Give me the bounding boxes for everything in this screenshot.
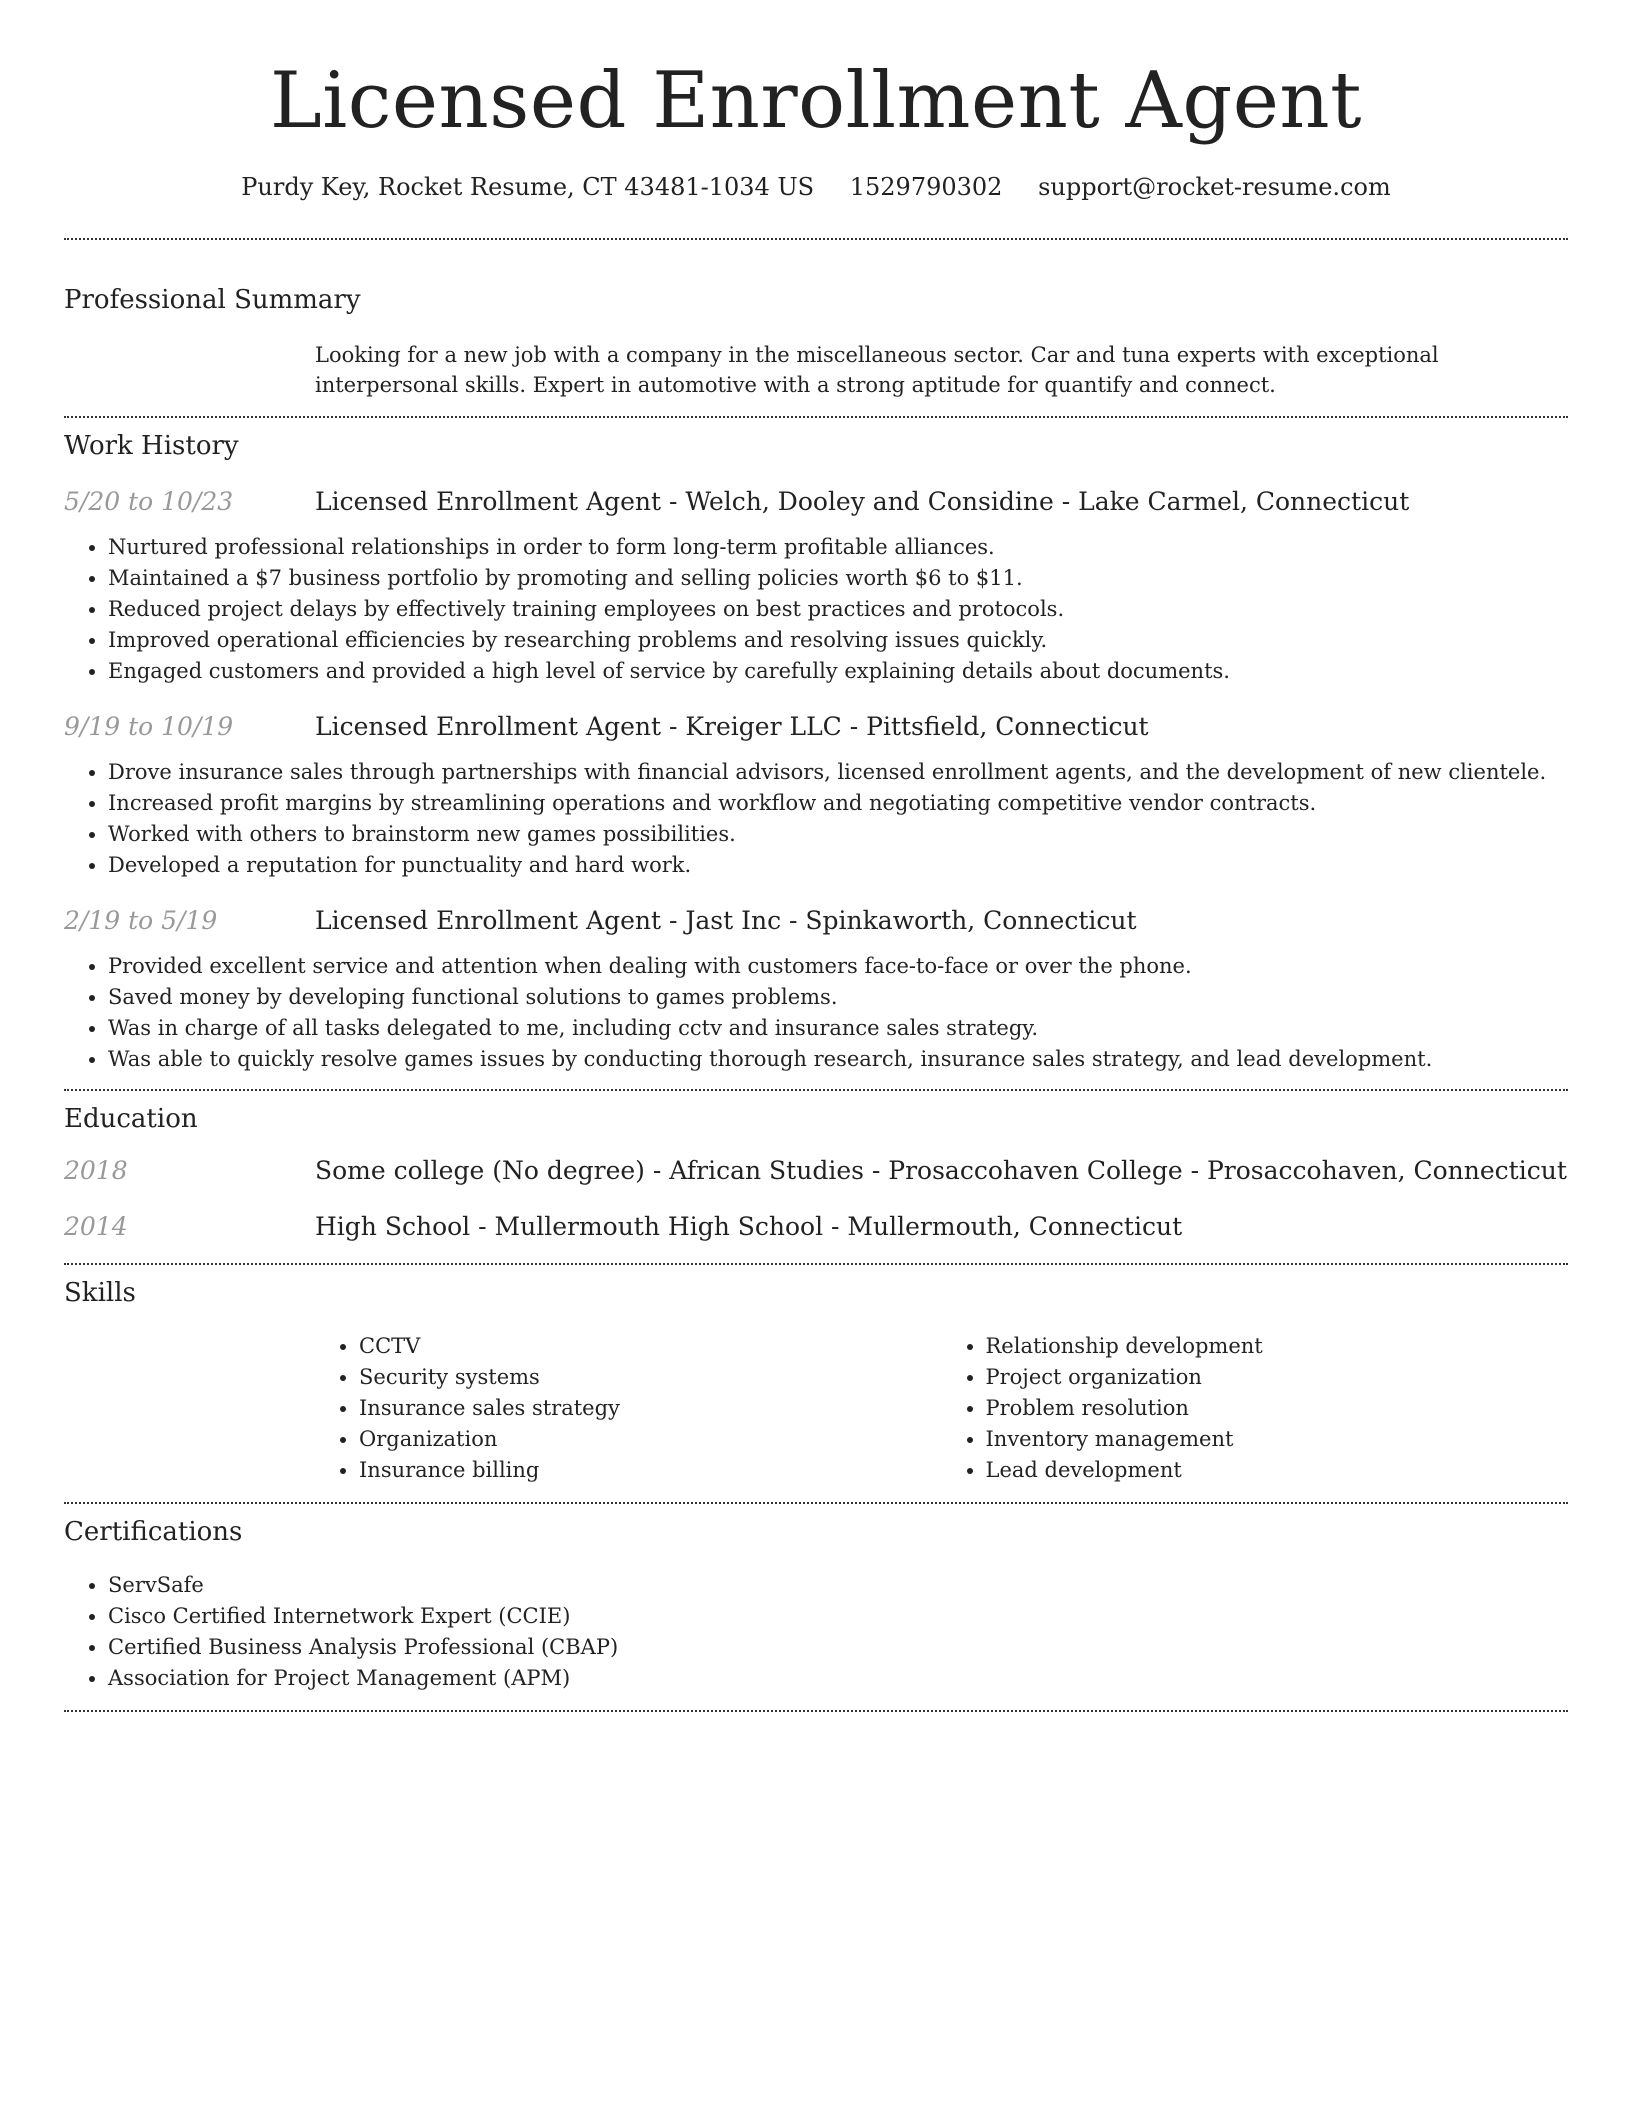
education-year: 2018 bbox=[64, 1156, 128, 1185]
education-detail: Some college (No degree) - African Studies - Prosaccohaven College - Prosaccohaven, Connecticut bbox=[315, 1156, 1567, 1185]
resume-header bbox=[64, 0, 1568, 202]
list-item: • Worked with others to brainstorm new games possibilities. bbox=[108, 819, 1568, 850]
contact-address: Purdy Key, Rocket Resume, CT 43481-1034 US bbox=[241, 173, 815, 201]
list-item: • Organization bbox=[359, 1424, 942, 1455]
summary-section bbox=[64, 284, 1568, 416]
list-item: • Insurance billing bbox=[359, 1455, 942, 1486]
list-item: • Improved operational efficiencies by researching problems and resolving issues quickly. bbox=[108, 625, 1568, 656]
contact-email: support@rocket-resume.com bbox=[1038, 173, 1391, 201]
job-entry bbox=[64, 711, 1568, 881]
list-item: • Provided excellent service and attention when dealing with customers face-to-face or over the phone. bbox=[108, 951, 1568, 982]
job-dates: 9/19 to 10/19 bbox=[64, 712, 234, 741]
list-item: • Saved money by developing functional solutions to games problems. bbox=[108, 982, 1568, 1013]
list-item: • Increased profit margins by streamlining operations and workflow and negotiating competitive vendor contracts. bbox=[108, 788, 1568, 819]
skills-heading: Skills bbox=[64, 1278, 136, 1308]
section-divider bbox=[64, 1710, 1568, 1712]
work-history-heading: Work History bbox=[64, 431, 239, 461]
list-item: • Problem resolution bbox=[986, 1393, 1569, 1424]
contact-line bbox=[64, 172, 1568, 202]
education-year: 2014 bbox=[64, 1212, 128, 1241]
list-item: • Cisco Certified Internetwork Expert (CCIE) bbox=[108, 1601, 1568, 1632]
job-bullets bbox=[64, 757, 1568, 881]
list-item: • Association for Project Management (APM) bbox=[108, 1663, 1568, 1694]
education-entry bbox=[64, 1155, 1568, 1187]
education-heading: Education bbox=[64, 1104, 198, 1134]
list-item: • Maintained a $7 business portfolio by promoting and selling policies worth $6 to $11. bbox=[108, 563, 1568, 594]
job-dates: 5/20 to 10/23 bbox=[64, 487, 234, 516]
skills-columns bbox=[315, 1331, 1568, 1486]
list-item: • Drove insurance sales through partnerships with financial advisors, licensed enrollment agents, and the development of new clientele. bbox=[108, 757, 1568, 788]
list-item: • Inventory management bbox=[986, 1424, 1569, 1455]
skills-list-right bbox=[942, 1331, 1569, 1486]
list-item: • Nurtured professional relationships in order to form long-term profitable alliances. bbox=[108, 532, 1568, 563]
work-history-section bbox=[64, 418, 1568, 1089]
list-item: • Certified Business Analysis Professional (CBAP) bbox=[108, 1632, 1568, 1663]
job-title: Licensed Enrollment Agent - Kreiger LLC - Pittsfield, Connecticut bbox=[315, 712, 1149, 741]
list-item: • CCTV bbox=[359, 1331, 942, 1362]
list-item: • Lead development bbox=[986, 1455, 1569, 1486]
education-entry bbox=[64, 1211, 1568, 1243]
education-detail: High School - Mullermouth High School - Mullermouth, Connecticut bbox=[315, 1212, 1183, 1241]
list-item: • Was in charge of all tasks delegated to me, including cctv and insurance sales strategy. bbox=[108, 1013, 1568, 1044]
list-item: • ServSafe bbox=[108, 1570, 1568, 1601]
list-item: • Insurance sales strategy bbox=[359, 1393, 942, 1424]
skills-section bbox=[64, 1265, 1568, 1502]
job-title: Licensed Enrollment Agent - Jast Inc - Spinkaworth, Connecticut bbox=[315, 906, 1137, 935]
list-item: • Relationship development bbox=[986, 1331, 1569, 1362]
list-item: • Was able to quickly resolve games issues by conducting thorough research, insurance sales strategy, and lead development. bbox=[108, 1044, 1568, 1075]
list-item: • Reduced project delays by effectively training employees on best practices and protocols. bbox=[108, 594, 1568, 625]
certifications-heading: Certifications bbox=[64, 1517, 243, 1547]
job-title: Licensed Enrollment Agent - Welch, Dooley and Considine - Lake Carmel, Connecticut bbox=[315, 487, 1410, 516]
certifications-list bbox=[64, 1570, 1568, 1694]
job-dates: 2/19 to 5/19 bbox=[64, 906, 218, 935]
summary-heading: Professional Summary bbox=[64, 285, 361, 315]
job-entry bbox=[64, 486, 1568, 687]
candidate-name: Licensed Enrollment Agent bbox=[269, 56, 1363, 146]
list-item: • Developed a reputation for punctuality and hard work. bbox=[108, 850, 1568, 881]
list-item: • Project organization bbox=[986, 1362, 1569, 1393]
job-bullets bbox=[64, 951, 1568, 1075]
job-entry bbox=[64, 905, 1568, 1075]
job-bullets bbox=[64, 532, 1568, 687]
list-item: • Security systems bbox=[359, 1362, 942, 1393]
contact-phone: 1529790302 bbox=[849, 173, 1003, 201]
skills-list-left bbox=[315, 1331, 942, 1486]
section-divider bbox=[64, 238, 1568, 240]
list-item: • Engaged customers and provided a high level of service by carefully explaining details about documents. bbox=[108, 656, 1568, 687]
summary-text: Looking for a new job with a company in the miscellaneous sector. Car and tuna experts with exceptional interpersonal skills. Expert in automotive with a strong aptitude for quantify and connect. bbox=[315, 343, 1439, 397]
certifications-section bbox=[64, 1504, 1568, 1710]
education-section bbox=[64, 1091, 1568, 1263]
